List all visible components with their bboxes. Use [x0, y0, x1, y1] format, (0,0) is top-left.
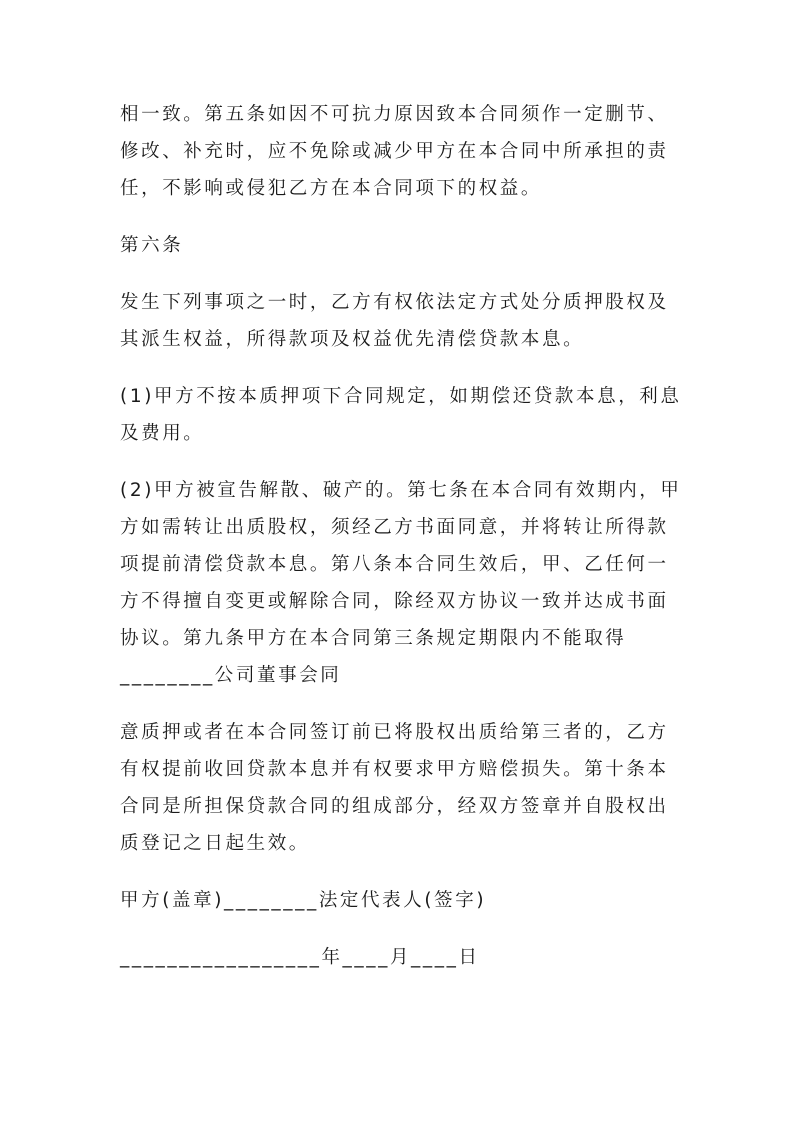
signature-line — [120, 882, 673, 919]
signature-text: 甲方(盖章)________法定代表人(签字) — [120, 890, 487, 911]
paragraph-item-1 — [120, 378, 682, 452]
text-line: (1)甲方不按本质押项下合同规定，如期偿还贷款本息，利息 — [120, 386, 682, 407]
text-line: 方如需转让出质股权，须经乙方书面同意，并将转让所得款 — [120, 517, 669, 538]
text-line: ________公司董事会同 — [120, 665, 342, 686]
date-line — [120, 939, 673, 976]
paragraph-item-2 — [120, 472, 682, 694]
heading-text: 第六条 — [120, 235, 184, 256]
text-line: 发生下列事项之一时，乙方有权依法定方式处分质押股权及 — [120, 292, 669, 313]
date-text: _________________年____月____日 — [120, 947, 480, 968]
text-line: 及费用。 — [120, 423, 205, 444]
text-line: 质登记之日起生效。 — [120, 833, 310, 854]
text-line: 合同是所担保贷款合同的组成部分，经双方签章并自股权出 — [120, 796, 669, 817]
paragraph-article-6-body — [120, 284, 673, 358]
text-line: (2)甲方被宣告解散、破产的。第七条在本合同有效期内，甲 — [120, 480, 682, 501]
text-line: 相一致。第五条如因不可抗力原因致本合同须作一定删节、 — [120, 104, 669, 125]
document-page — [120, 96, 682, 996]
paragraph-article-9-10 — [120, 714, 673, 862]
text-line: 修改、补充时，应不免除或减少甲方在本合同中所承担的责 — [120, 141, 669, 162]
text-line: 任，不影响或侵犯乙方在本合同项下的权益。 — [120, 178, 543, 199]
text-line: 有权提前收回贷款本息并有权要求甲方赔偿损失。第十条本 — [120, 759, 669, 780]
text-line: 方不得擅自变更或解除合同，除经双方协议一致并达成书面 — [120, 591, 669, 612]
text-line: 协议。第九条甲方在本合同第三条规定期限内不能取得 — [120, 628, 627, 649]
article-6-heading — [120, 227, 673, 264]
text-line: 其派生权益，所得款项及权益优先清偿贷款本息。 — [120, 329, 585, 350]
text-line: 项提前清偿贷款本息。第八条本合同生效后，甲、乙任何一 — [120, 554, 669, 575]
text-line: 意质押或者在本合同签订前已将股权出质给第三者的，乙方 — [120, 722, 669, 743]
paragraph-article-5-continued — [120, 96, 673, 207]
